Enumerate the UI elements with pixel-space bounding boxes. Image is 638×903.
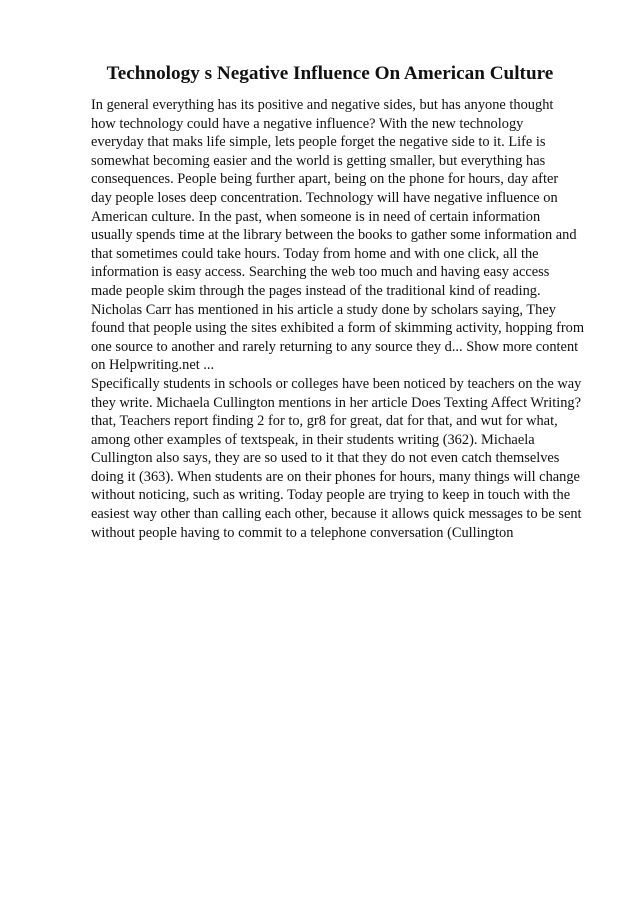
body-line: information is easy access. Searching the web too much and having easy access [91,264,550,281]
body-line: without noticing, such as writing. Today people are trying to keep in touch with the [91,487,571,504]
body-line: found that people using the sites exhibited a form of skimming activity, hopping from [91,320,585,337]
body-line: they write. Michaela Cullington mentions in her article Does Texting Affect Writing? [91,394,581,411]
body-line: American culture. In the past, when someone is in need of certain information [91,208,541,225]
body-line: In general everything has its positive and negative sides, but has anyone thought [91,97,554,113]
body-line: among other examples of textspeak, in their students writing (362). Michaela [91,431,535,448]
body-line: that, Teachers report finding 2 for to, gr8 for great, dat for that, and wut for what, [91,413,558,430]
body-line: Cullington also says, they are so used to it that they do not even catch themselves [91,450,560,467]
body-line: consequences. People being further apart, being on the phone for hours, day after [91,171,559,188]
body-line: that sometimes could take hours. Today from home and with one click, all the [91,245,539,262]
body-line: made people skim through the pages instead of the traditional kind of reading. [91,282,541,299]
body-line: somewhat becoming easier and the world is getting smaller, but everything has [91,152,546,169]
body-line: one source to another and rarely returning to any source they d... Show more content [91,338,579,355]
document-body [91,96,611,542]
body-line: how technology could have a negative influence? With the new technology [91,115,524,132]
body-line: on Helpwriting.net ... [91,357,215,374]
body-line: doing it (363). When students are on their phones for hours, many things will change [91,468,580,485]
body-line: without people having to commit to a telephone conversation (Cullington [91,524,514,541]
body-line: Nicholas Carr has mentioned in his article a study done by scholars saying, They [91,301,556,318]
body-line: usually spends time at the library between the books to gather some information and [91,227,577,244]
body-line: day people loses deep concentration. Technology will have negative influence on [91,189,558,206]
body-line: everyday that maks life simple, lets people forget the negative side to it. Life is [91,134,546,151]
document-title: Technology s Negative Influence On American Culture [106,63,554,84]
body-line: easiest way other than calling each other, because it allows quick messages to be sent [91,506,582,523]
body-line: Specifically students in schools or colleges have been noticed by teachers on the way [91,375,582,392]
